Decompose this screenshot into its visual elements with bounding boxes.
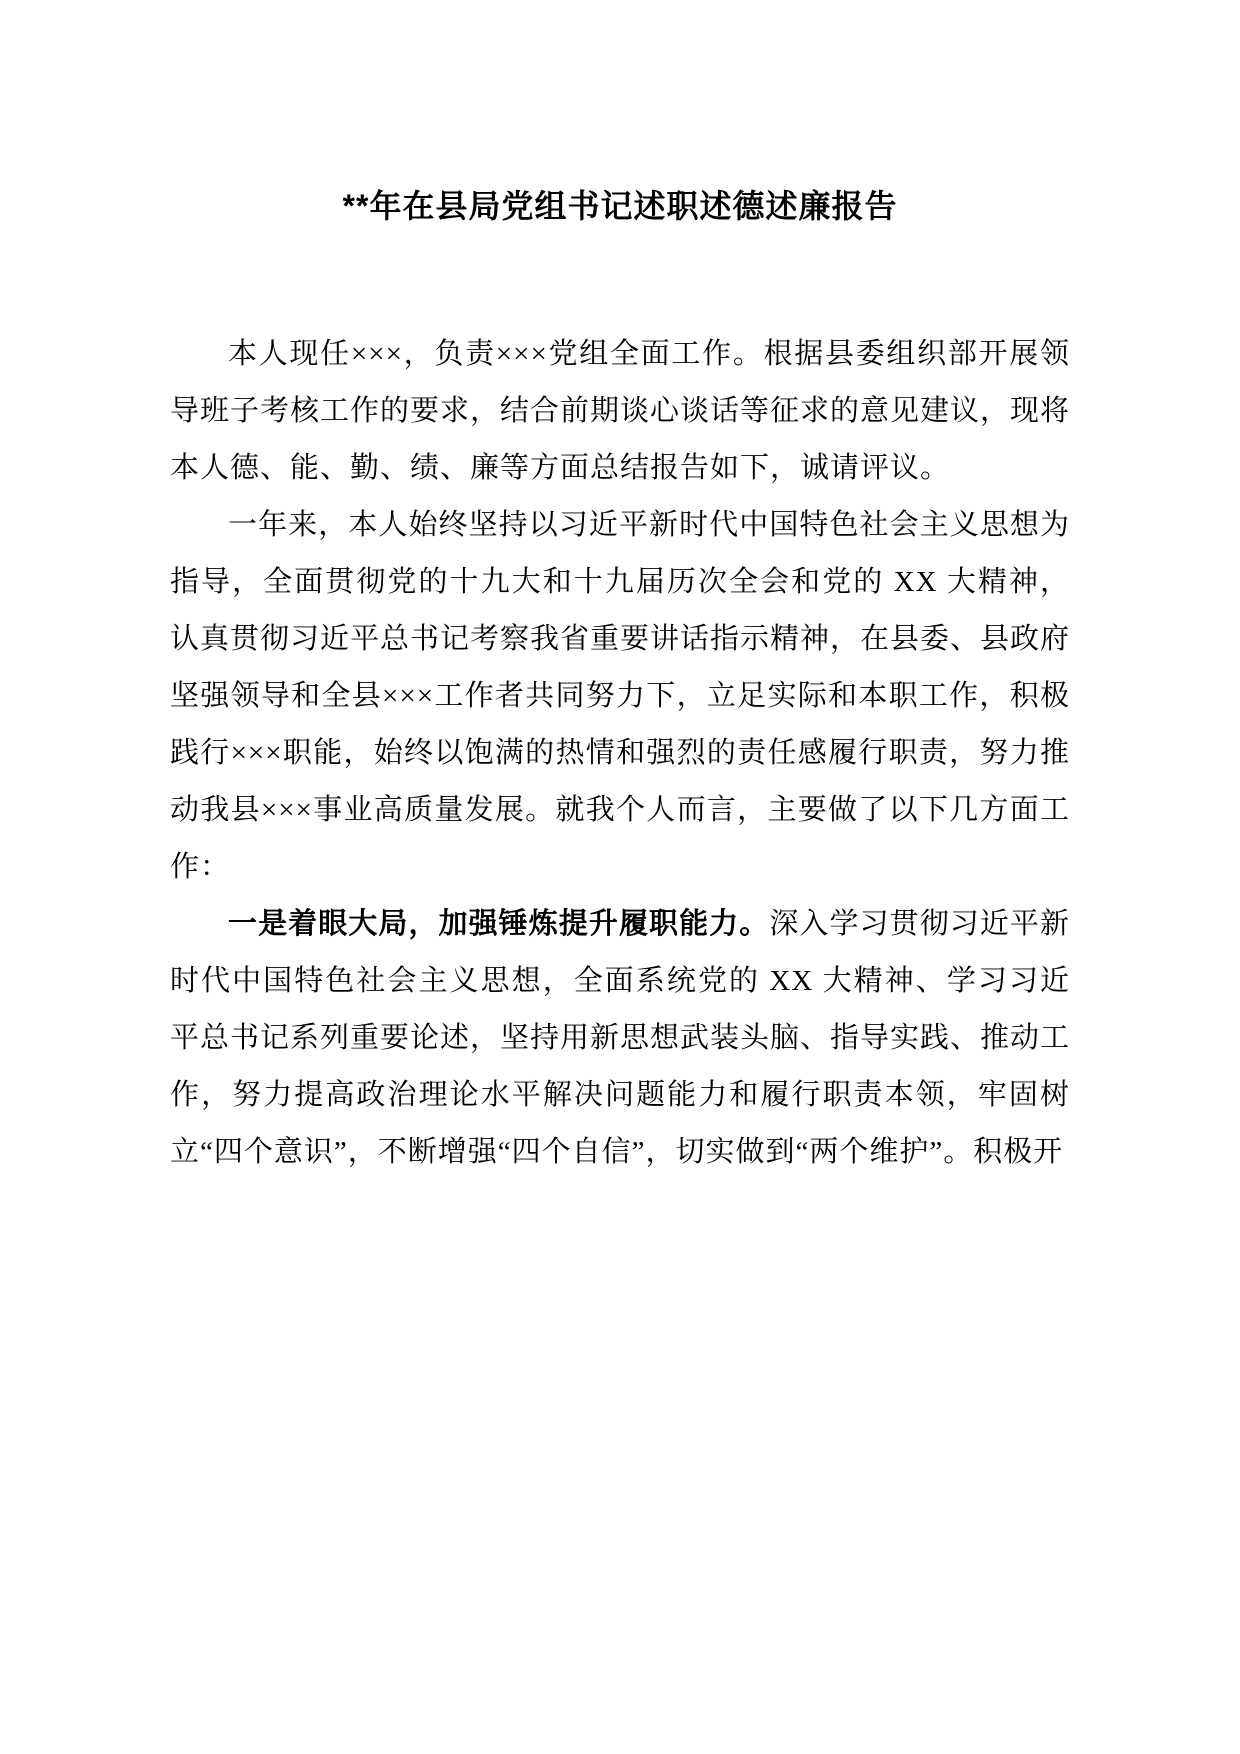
paragraph-text: 本人现任×××，负责×××党组全面工作。根据县委组织部开展领导班子考核工作的要求，结合前期谈心谈话等征求的意见建议，现将本人德、能、勤、绩、廉等方面总结报告如下，诚请评议。 <box>170 338 1071 484</box>
paragraph-lead: 一是着眼大局，加强锤炼提升履职能力。 <box>228 908 770 940</box>
paragraph <box>170 896 1070 1181</box>
paragraph <box>170 497 1070 896</box>
paragraph-text: 一年来，本人始终坚持以习近平新时代中国特色社会主义思想为指导，全面贯彻党的十九大和十九届历次全会和党的 XX 大精神，认真贯彻习近平总书记考察我省重要讲话指示精神，在县委、县政府坚强领导和全县×××工作者共同努力下，立足实际和本职工作，积极践行×××职能，始终以饱满的热情和强烈的责任感履行职责，努力推动我县×××事业高质量发展。就我个人而言，主要做了以下几方面工作： <box>170 509 1071 883</box>
paragraph-text: 深入学习贯彻习近平新时代中国特色社会主义思想，全面系统党的 XX 大精神、学习习近平总书记系列重要论述，坚持用新思想武装头脑、指导实践、推动工作，努力提高政治理论水平解决问题能力和履行职责本领，牢固树立“四个意识”，不断增强“四个自信”，切实做到“两个维护”。积极开 <box>170 908 1071 1168</box>
document-title: **年在县局党组书记述职述德述廉报告 <box>342 188 898 224</box>
document-body <box>170 326 1070 1181</box>
paragraph <box>170 326 1070 497</box>
